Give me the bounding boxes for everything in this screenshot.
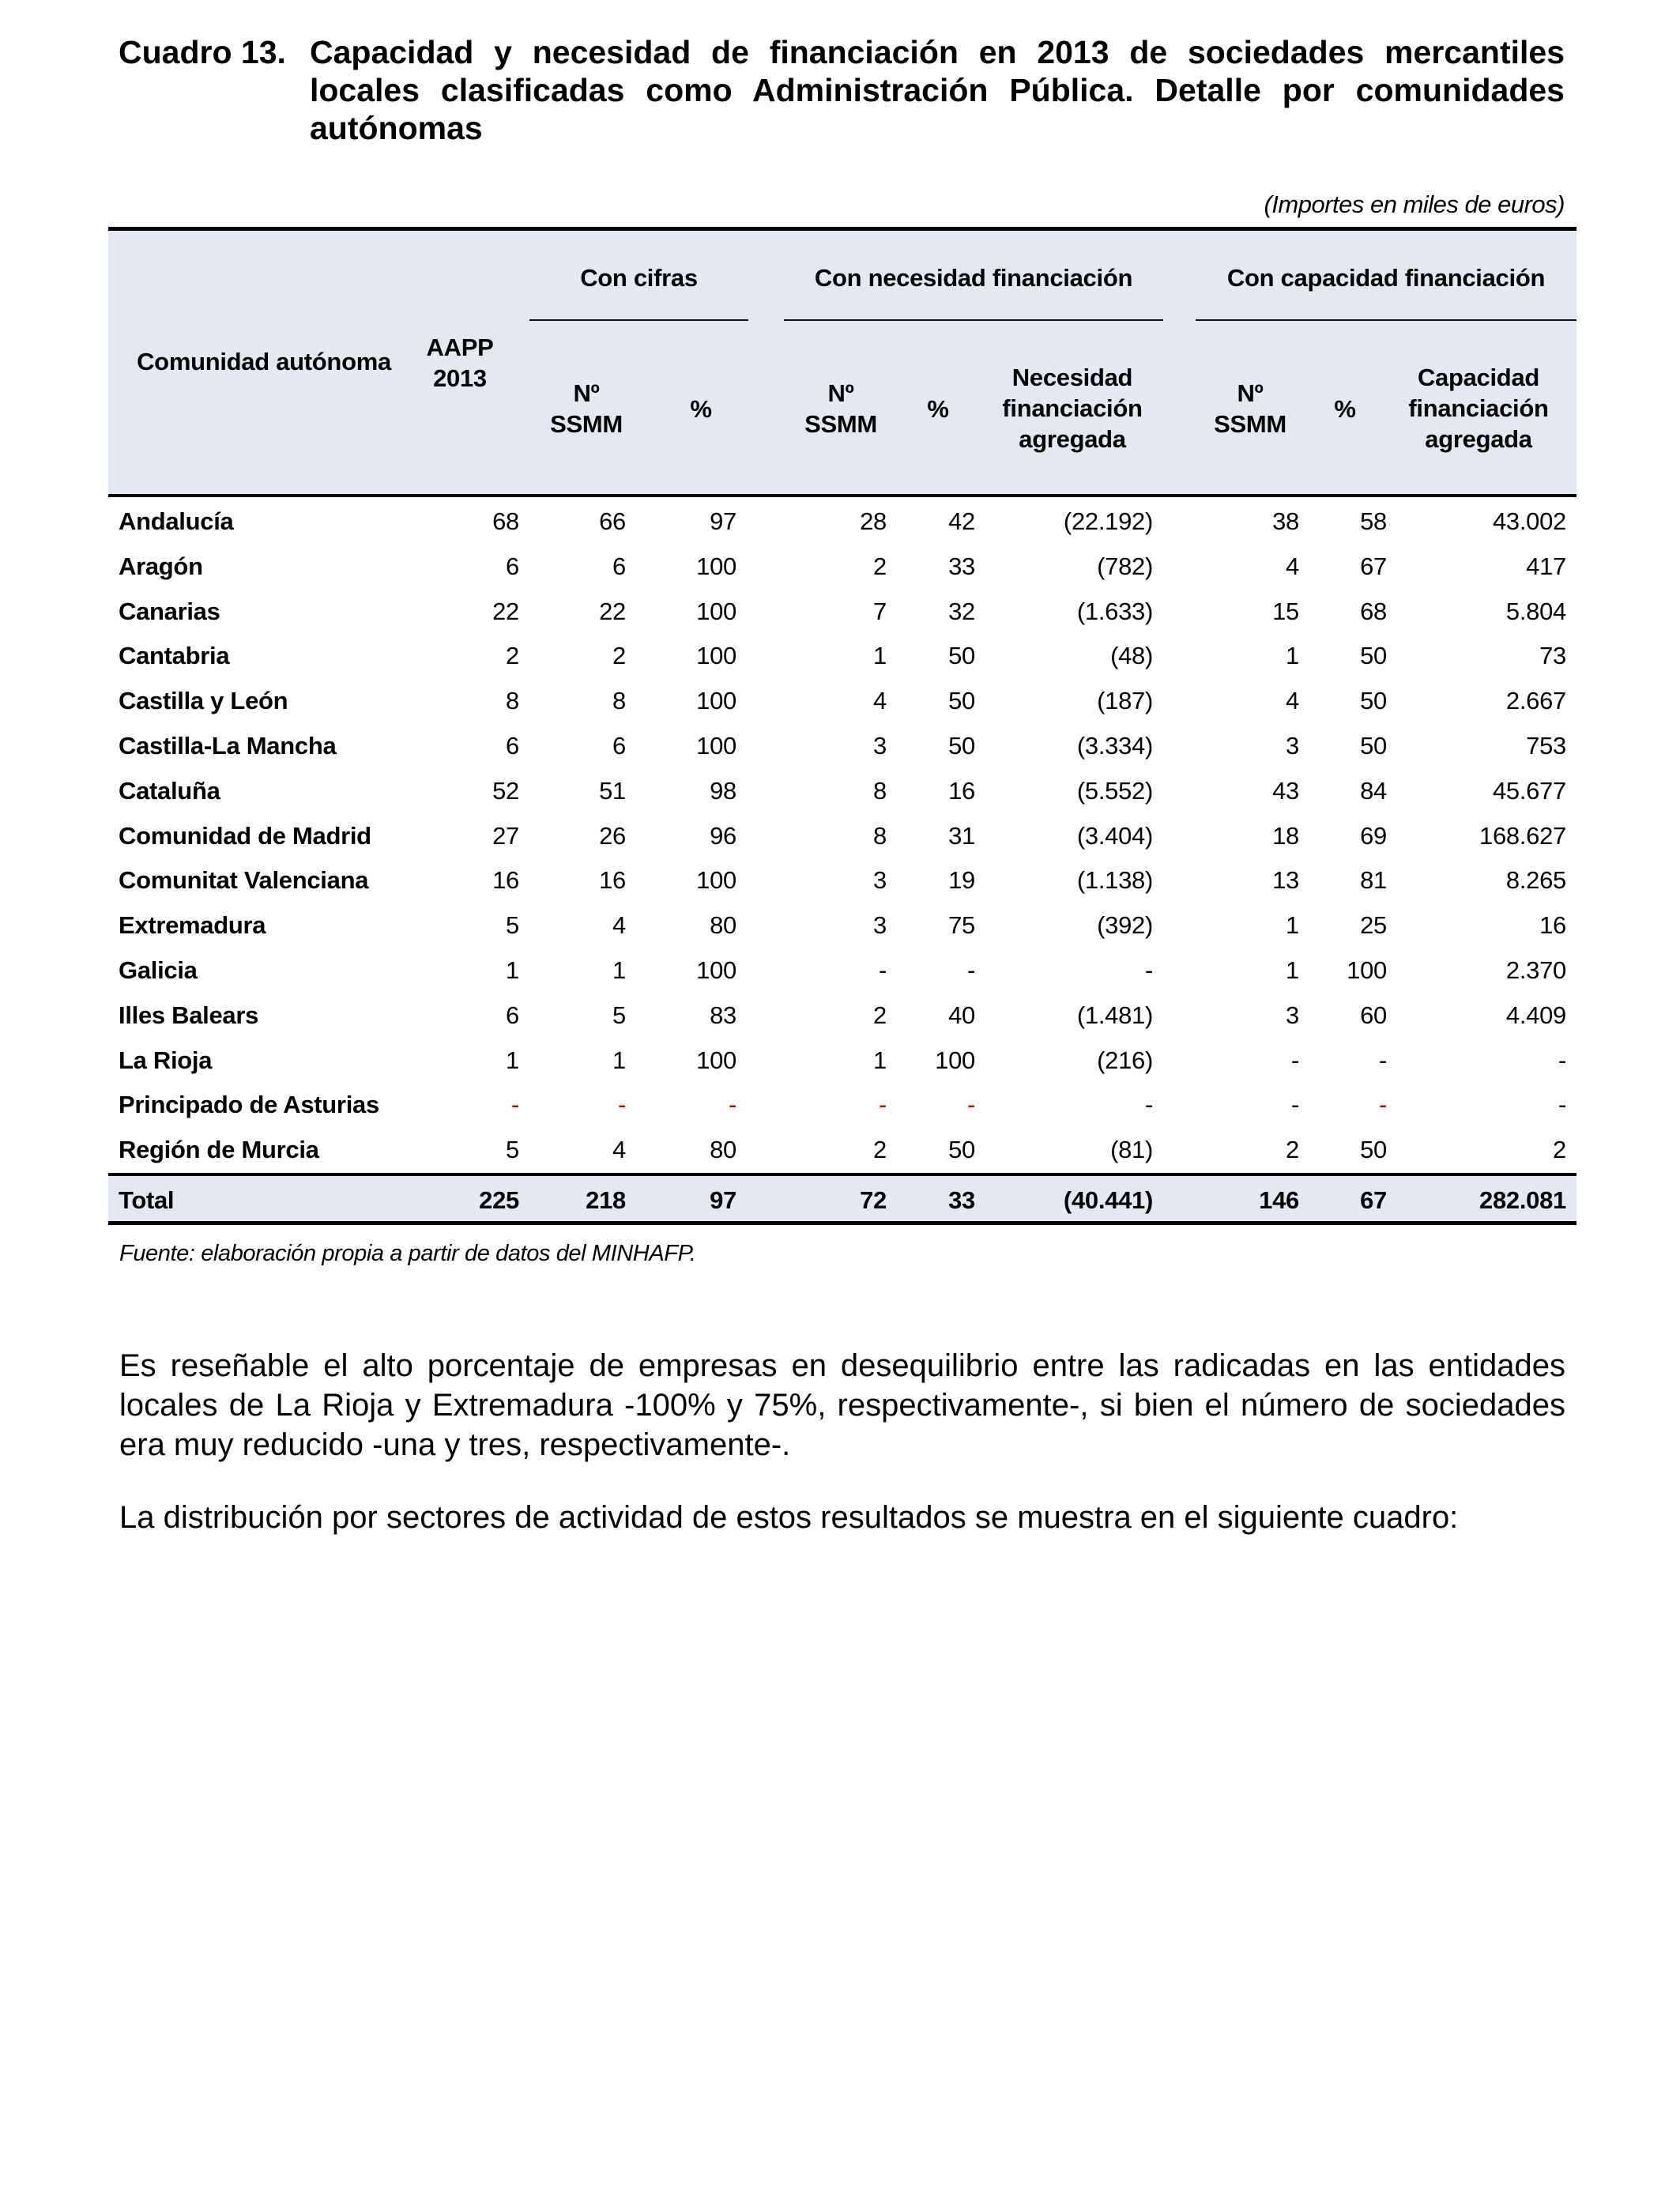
table-row — [108, 545, 1576, 590]
cell-nec-pct: 31 — [948, 821, 975, 850]
cell-nec-agg: (782) — [1097, 552, 1153, 580]
cell-cif-pct: 97 — [710, 507, 736, 535]
group-rule-cifras — [529, 319, 748, 321]
cell-nec-agg: (81) — [1110, 1136, 1153, 1164]
table-row — [108, 499, 1576, 545]
cell-aapp: 52 — [492, 776, 519, 805]
cell-cif-n: 1 — [612, 1046, 626, 1074]
cell-nec-n: 72 — [860, 1186, 887, 1214]
cell-cif-pct: 100 — [696, 687, 736, 715]
row-region-name: Castilla-La Mancha — [119, 731, 337, 760]
table-row — [108, 903, 1576, 948]
cell-cif-pct: - — [728, 1091, 736, 1119]
cell-nec-n: 3 — [873, 731, 887, 760]
cell-cap-n: 1 — [1286, 642, 1299, 670]
cell-nec-n: 3 — [873, 911, 887, 940]
cell-cap-pct: 50 — [1360, 687, 1387, 715]
row-region-name: Región de Murcia — [119, 1136, 319, 1164]
cell-aapp: 27 — [492, 821, 519, 850]
cell-aapp: 8 — [506, 687, 519, 715]
cell-cap-agg: - — [1558, 1046, 1566, 1074]
header-cap-line3: agregada — [1425, 425, 1532, 453]
cell-cap-agg: 16 — [1539, 911, 1566, 940]
cell-nec-agg: (1.138) — [1076, 866, 1153, 895]
header-n-line2: SSMM — [804, 410, 877, 438]
cell-cap-agg: 417 — [1526, 552, 1566, 580]
header-n-line2: SSMM — [550, 410, 623, 438]
cell-nec-agg: (3.334) — [1076, 731, 1153, 760]
cell-nec-n: 2 — [873, 552, 887, 580]
cell-nec-pct: 32 — [948, 597, 975, 625]
header-cap-line2: financiación — [1408, 394, 1549, 422]
cell-nec-agg: - — [1144, 956, 1153, 984]
cell-cap-pct: 67 — [1360, 1186, 1387, 1214]
cell-cap-agg: 43.002 — [1492, 507, 1566, 535]
cell-nec-agg: (392) — [1097, 911, 1153, 940]
cell-cap-agg: 4.409 — [1505, 1001, 1566, 1029]
cell-cap-n: 38 — [1272, 507, 1299, 535]
cell-nec-agg: - — [1144, 1091, 1153, 1119]
cell-cif-pct: 98 — [710, 776, 736, 805]
cell-cif-n: 6 — [612, 552, 626, 580]
cell-cif-n: 66 — [599, 507, 626, 535]
cell-cif-n: 51 — [599, 776, 626, 805]
cell-nec-n: - — [878, 1091, 887, 1119]
cell-cap-n: 18 — [1272, 821, 1299, 850]
body-paragraph: La distribución por sectores de actividad de estos resultados se muestra en el siguiente cuadro: — [119, 1500, 1459, 1535]
cell-nec-agg: (1.481) — [1076, 1001, 1153, 1029]
cell-cap-pct: 50 — [1360, 731, 1387, 760]
table-row — [108, 993, 1576, 1039]
cell-cif-n: - — [617, 1091, 626, 1119]
header-cifras-pct: % — [690, 395, 712, 423]
cell-cap-pct: 69 — [1360, 821, 1387, 850]
table-body — [108, 497, 1576, 1173]
cell-cap-agg: 282.081 — [1479, 1186, 1566, 1214]
cell-nec-pct: 33 — [948, 1186, 975, 1214]
row-region-name: Cataluña — [119, 776, 220, 805]
header-n-line2: SSMM — [1214, 410, 1286, 438]
cell-cap-n: 3 — [1286, 731, 1299, 760]
cell-cif-n: 6 — [612, 731, 626, 760]
cell-cif-n: 4 — [612, 911, 626, 940]
header-necesidad-pct: % — [927, 395, 949, 423]
cell-cap-pct: 81 — [1360, 866, 1387, 895]
cell-cap-agg: 2 — [1553, 1136, 1566, 1164]
cell-cap-agg: 5.804 — [1505, 597, 1566, 625]
table-row — [108, 769, 1576, 814]
cell-nec-pct: 50 — [948, 642, 975, 670]
table-row — [108, 1039, 1576, 1084]
cell-cif-pct: 100 — [696, 552, 736, 580]
cell-nec-pct: - — [966, 956, 975, 984]
header-group-cifras: Con cifras — [580, 264, 698, 292]
header-capacidad-pct: % — [1334, 395, 1356, 423]
row-region-name: Comunitat Valenciana — [119, 866, 369, 895]
table-header — [108, 227, 1576, 497]
table-row — [108, 1083, 1576, 1128]
header-cap-line1: Capacidad — [1417, 364, 1540, 391]
cell-cap-n: 4 — [1286, 552, 1299, 580]
cell-cif-n: 26 — [599, 821, 626, 850]
total-label: Total — [119, 1186, 175, 1214]
financing-table — [108, 227, 1576, 1225]
header-capacidad-n — [1195, 378, 1305, 439]
cell-nec-agg: (1.633) — [1076, 597, 1153, 625]
row-region-name: Comunidad de Madrid — [119, 821, 371, 850]
table-row — [108, 814, 1576, 859]
cell-cap-n: - — [1290, 1046, 1299, 1074]
cell-nec-pct: 50 — [948, 731, 975, 760]
table-caption — [119, 33, 1565, 147]
cell-cap-pct: 25 — [1360, 911, 1387, 940]
table-row — [108, 590, 1576, 635]
cell-cap-n: 3 — [1286, 1001, 1299, 1029]
cell-cif-pct: 80 — [710, 1136, 736, 1164]
cell-nec-n: - — [878, 956, 887, 984]
cell-cap-agg: 753 — [1526, 731, 1566, 760]
cell-cif-n: 8 — [612, 687, 626, 715]
header-necesidad-agregada — [977, 362, 1167, 454]
cell-cap-agg: 168.627 — [1479, 821, 1566, 850]
cell-nec-pct: 50 — [948, 687, 975, 715]
cell-nec-pct: 16 — [948, 776, 975, 805]
header-cifras-n — [527, 378, 646, 439]
cell-cif-pct: 100 — [696, 1046, 736, 1074]
cell-nec-agg: (48) — [1110, 642, 1153, 670]
row-region-name: Andalucía — [119, 507, 234, 535]
cell-nec-pct: 33 — [948, 552, 975, 580]
cell-cif-pct: 83 — [710, 1001, 736, 1029]
table-total-row — [108, 1173, 1576, 1225]
caption-title: Capacidad y necesidad de financiación en 2013 de sociedades mercantiles locales clasificadas como Administración Pública. Detalle por comunidades autónomas — [310, 34, 1565, 146]
cell-aapp: 2 — [506, 642, 519, 670]
cell-cif-pct: 100 — [696, 731, 736, 760]
cell-cif-n: 5 — [612, 1001, 626, 1029]
cell-aapp: - — [510, 1091, 519, 1119]
cell-cap-agg: 45.677 — [1492, 776, 1566, 805]
group-rule-capacidad — [1196, 319, 1576, 321]
cell-nec-pct: 40 — [948, 1001, 975, 1029]
cell-cif-n: 218 — [586, 1186, 626, 1214]
cell-nec-pct: - — [966, 1091, 975, 1119]
units-note: (Importes en miles de euros) — [1264, 190, 1565, 218]
row-region-name: La Rioja — [119, 1046, 213, 1074]
header-n-line1: Nº — [827, 379, 854, 407]
cell-cap-n: 2 — [1286, 1136, 1299, 1164]
cell-cap-n: 146 — [1259, 1186, 1299, 1214]
cell-aapp: 225 — [479, 1186, 519, 1214]
header-nec-line1: Necesidad — [1011, 364, 1133, 391]
cell-nec-agg: (22.192) — [1063, 507, 1153, 535]
cell-nec-agg: (5.552) — [1076, 776, 1153, 805]
row-region-name: Canarias — [119, 597, 220, 625]
cell-nec-n: 4 — [873, 687, 887, 715]
cell-nec-n: 28 — [860, 507, 887, 535]
header-group-necesidad: Con necesidad financiación — [814, 264, 1133, 292]
cell-nec-pct: 75 — [948, 911, 975, 940]
cell-cap-pct: 67 — [1360, 552, 1387, 580]
cell-cap-agg: 2.370 — [1505, 956, 1566, 984]
cell-cif-pct: 100 — [696, 642, 736, 670]
header-comunidad: Comunidad autónoma — [137, 348, 391, 375]
cell-cap-pct: 60 — [1360, 1001, 1387, 1029]
cell-cap-pct: 50 — [1360, 1136, 1387, 1164]
body-paragraph: Es reseñable el alto porcentaje de empresas en desequilibrio entre las radicadas en las entidades locales de La Rioja y Extremadura -100% y 75%, respectivamente-, si bien el número de sociedades era muy reducido -una y tres, respectivamente-. — [119, 1348, 1565, 1462]
cell-aapp: 6 — [506, 552, 519, 580]
cell-cif-n: 1 — [612, 956, 626, 984]
cell-nec-pct: 50 — [948, 1136, 975, 1164]
row-region-name: Cantabria — [119, 642, 230, 670]
cell-cap-agg: - — [1558, 1091, 1566, 1119]
cell-cap-pct: 100 — [1347, 956, 1387, 984]
cell-cap-pct: 50 — [1360, 642, 1387, 670]
cell-cap-n: 43 — [1272, 776, 1299, 805]
cell-aapp: 1 — [506, 956, 519, 984]
cell-aapp: 68 — [492, 507, 519, 535]
cell-cif-n: 16 — [599, 866, 626, 895]
cell-nec-n: 3 — [873, 866, 887, 895]
cell-nec-agg: (40.441) — [1063, 1186, 1153, 1214]
cell-cap-agg: 73 — [1539, 642, 1566, 670]
cell-aapp: 1 — [506, 1046, 519, 1074]
cell-cap-n: 1 — [1286, 956, 1299, 984]
cell-nec-n: 1 — [873, 642, 887, 670]
table-row — [108, 858, 1576, 903]
table-row — [108, 1128, 1576, 1173]
header-nec-line3: agregada — [1019, 425, 1126, 453]
cell-cif-n: 2 — [612, 642, 626, 670]
row-region-name: Galicia — [119, 956, 198, 984]
table-row — [108, 679, 1576, 724]
caption-label: Cuadro 13. — [119, 34, 286, 70]
header-group-capacidad: Con capacidad financiación — [1226, 264, 1546, 292]
header-capacidad-agregada — [1381, 362, 1576, 454]
cell-cif-pct: 100 — [696, 866, 736, 895]
cell-nec-pct: 42 — [948, 507, 975, 535]
cell-aapp: 6 — [506, 731, 519, 760]
source-note: Fuente: elaboración propia a partir de datos del MINHAFP. — [119, 1241, 696, 1266]
cell-cap-pct: 68 — [1360, 597, 1387, 625]
cell-cap-agg: 8.265 — [1505, 866, 1566, 895]
cell-nec-n: 8 — [873, 821, 887, 850]
cell-aapp: 16 — [492, 866, 519, 895]
cell-nec-agg: (216) — [1097, 1046, 1153, 1074]
cell-cif-n: 22 — [599, 597, 626, 625]
cell-cif-pct: 100 — [696, 956, 736, 984]
cell-cap-n: 4 — [1286, 687, 1299, 715]
cell-aapp: 5 — [506, 1136, 519, 1164]
cell-aapp: 6 — [506, 1001, 519, 1029]
header-nec-line2: financiación — [1002, 394, 1143, 422]
header-necesidad-n — [785, 378, 896, 439]
cell-cap-n: 13 — [1272, 866, 1299, 895]
cell-cif-pct: 97 — [710, 1186, 736, 1214]
cell-cap-pct: - — [1378, 1091, 1387, 1119]
cell-cap-n: 1 — [1286, 911, 1299, 940]
table-row — [108, 634, 1576, 679]
header-aapp — [420, 332, 499, 394]
cell-nec-n: 8 — [873, 776, 887, 805]
cell-cif-n: 4 — [612, 1136, 626, 1164]
header-aapp-line1: AAPP — [426, 334, 494, 361]
cell-nec-agg: (3.404) — [1076, 821, 1153, 850]
cell-aapp: 22 — [492, 597, 519, 625]
cell-nec-pct: 19 — [948, 866, 975, 895]
cell-cif-pct: 100 — [696, 597, 736, 625]
group-rule-necesidad — [784, 319, 1163, 321]
table-row — [108, 948, 1576, 993]
header-aapp-line2: 2013 — [433, 364, 487, 392]
cell-aapp: 5 — [506, 911, 519, 940]
row-region-name: Illes Balears — [119, 1001, 259, 1029]
cell-cif-pct: 80 — [710, 911, 736, 940]
row-region-name: Aragón — [119, 552, 203, 580]
row-region-name: Extremadura — [119, 911, 266, 940]
cell-nec-agg: (187) — [1097, 687, 1153, 715]
cell-cap-pct: 58 — [1360, 507, 1387, 535]
cell-cif-pct: 96 — [710, 821, 736, 850]
header-n-line1: Nº — [1237, 379, 1264, 407]
cell-cap-pct: 84 — [1360, 776, 1387, 805]
cell-nec-pct: 100 — [935, 1046, 975, 1074]
table-row — [108, 724, 1576, 769]
cell-nec-n: 7 — [873, 597, 887, 625]
cell-cap-n: - — [1290, 1091, 1299, 1119]
cell-cap-pct: - — [1378, 1046, 1387, 1074]
cell-nec-n: 2 — [873, 1136, 887, 1164]
cell-nec-n: 2 — [873, 1001, 887, 1029]
cell-nec-n: 1 — [873, 1046, 887, 1074]
header-n-line1: Nº — [573, 379, 600, 407]
row-region-name: Castilla y León — [119, 687, 288, 715]
row-region-name: Principado de Asturias — [119, 1091, 379, 1119]
cell-cap-n: 15 — [1272, 597, 1299, 625]
cell-cap-agg: 2.667 — [1505, 687, 1566, 715]
